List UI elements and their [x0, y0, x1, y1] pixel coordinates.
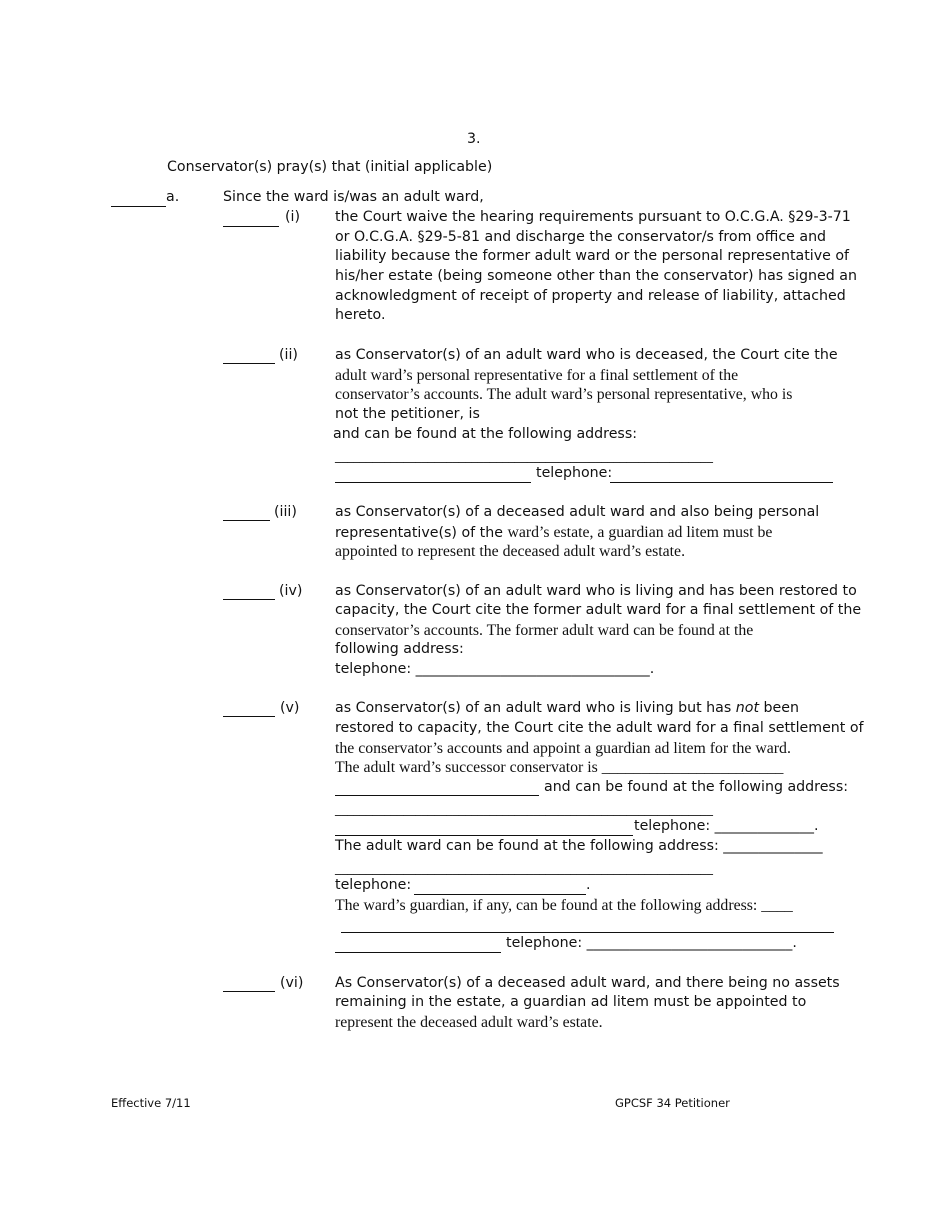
guardian-address-line-2[interactable]: [335, 952, 501, 953]
item-i-line: hereto.: [335, 307, 386, 323]
telephone-label-ii: telephone:: [536, 465, 613, 481]
guardian-address-line[interactable]: [341, 932, 834, 933]
item-v-label: (v): [280, 700, 300, 716]
item-ii-line4: not the petitioner, is: [335, 406, 480, 422]
address-line-ii[interactable]: _____________________________________________________________: [335, 448, 713, 463]
initial-blank-iv[interactable]: [223, 599, 275, 600]
item-v-line1: [335, 699, 799, 719]
initial-blank-ii[interactable]: [223, 363, 275, 364]
telephone-field-v3[interactable]: telephone: _____________________________.: [506, 935, 797, 951]
item-iii-line2a: representative(s) of the: [335, 525, 508, 541]
intro-text: Conservator(s) pray(s) that (initial applicable): [167, 159, 493, 175]
footer-form-id: GPCSF 34 Petitioner: [615, 1096, 730, 1110]
item-i-line: or O.C.G.A. §29-5-81 and discharge the conservator/s from office and: [335, 229, 827, 245]
item-vi-line1: As Conservator(s) of a deceased adult ward, and there being no assets: [335, 975, 840, 991]
item-iv-line2: capacity, the Court cite the former adult ward for a final settlement of the: [335, 602, 862, 618]
item-ii-line1: as Conservator(s) of an adult ward who is deceased, the Court cite the: [335, 347, 838, 363]
item-ii-label: (ii): [279, 347, 298, 363]
item-ii-line2: adult ward’s personal representative for a final settlement of the: [335, 367, 739, 384]
telephone-label-v2: telephone:: [335, 877, 412, 893]
item-v-line1a: as Conservator(s) of an adult ward who is living but has: [335, 700, 736, 716]
telephone-end-v2: .: [586, 877, 591, 893]
item-i-line: acknowledgment of receipt of property and release of liability, attached: [335, 288, 846, 304]
item-i-line: his/her estate (being someone other than the conservator) has signed an: [335, 268, 857, 284]
item-v-line5: and can be found at the following address:: [544, 779, 848, 795]
item-ii-line5: and can be found at the following address:: [333, 426, 637, 442]
item-iii-line3: appointed to represent the deceased adult ward’s estate.: [335, 543, 686, 560]
footer-effective-date: Effective 7/11: [111, 1096, 191, 1110]
telephone-field-v1[interactable]: telephone: ______________.: [634, 818, 819, 834]
item-ii-line3: conservator’s accounts. The adult ward’s personal representative, who is: [335, 386, 793, 403]
successor-name-blank[interactable]: [335, 795, 539, 796]
item-iii-line1: as Conservator(s) of a deceased adult ward and also being personal: [335, 504, 820, 520]
item-iii-line2b: ward’s estate, a guardian ad litem must be: [507, 524, 773, 541]
telephone-field-iv[interactable]: telephone: _________________________________.: [335, 661, 655, 677]
initial-blank-v[interactable]: [223, 716, 275, 717]
item-v-line4[interactable]: The adult ward’s successor conservator is _______________________: [335, 759, 784, 776]
section-a-label: a.: [166, 189, 180, 205]
initial-blank-iii[interactable]: [223, 520, 270, 521]
item-i-line: the Court waive the hearing requirements pursuant to O.C.G.A. §29-3-71: [335, 209, 851, 225]
item-iv-line1: as Conservator(s) of an adult ward who is living and has been restored to: [335, 583, 857, 599]
page-number: 3.: [467, 131, 481, 147]
item-vi-line3: represent the deceased adult ward’s estate.: [335, 1014, 603, 1031]
address-line-v1[interactable]: _____________________________________________________________: [335, 801, 713, 816]
item-iv-line4: following address:: [335, 641, 464, 657]
item-iv-line3: conservator’s accounts. The former adult ward can be found at the: [335, 622, 754, 639]
item-i-label: (i): [285, 209, 301, 225]
item-v-line1c: been: [759, 700, 799, 716]
item-vi-line2: remaining in the estate, a guardian ad litem must be appointed to: [335, 994, 807, 1010]
item-iii-label: (iii): [274, 504, 297, 520]
telephone-blank-ii[interactable]: [610, 482, 833, 483]
item-v-line2: restored to capacity, the Court cite the adult ward for a final settlement of: [335, 720, 864, 736]
item-v-line1-not: not: [735, 700, 760, 716]
item-iv-label: (iv): [279, 583, 303, 599]
initial-blank-a[interactable]: [111, 206, 166, 207]
initial-blank-i[interactable]: [223, 226, 279, 227]
item-v-line11[interactable]: The ward’s guardian, if any, can be found at the following address: ____: [335, 897, 793, 914]
section-a-heading: Since the ward is/was an adult ward,: [223, 189, 484, 205]
address-line-ii-2[interactable]: [335, 482, 531, 483]
item-v-line3: the conservator’s accounts and appoint a guardian ad litem for the ward.: [335, 740, 791, 757]
initial-blank-vi[interactable]: [223, 991, 275, 992]
item-v-line8[interactable]: The adult ward can be found at the following address: ______________: [335, 838, 823, 854]
address-line-v3[interactable]: _____________________________________________________________: [335, 860, 713, 875]
item-iii-line2: [335, 523, 772, 544]
item-vi-label: (vi): [280, 975, 304, 991]
telephone-blank-v2[interactable]: [414, 894, 586, 895]
item-i-line: liability because the former adult ward or the personal representative of: [335, 248, 850, 264]
address-line-v2[interactable]: [335, 835, 633, 836]
